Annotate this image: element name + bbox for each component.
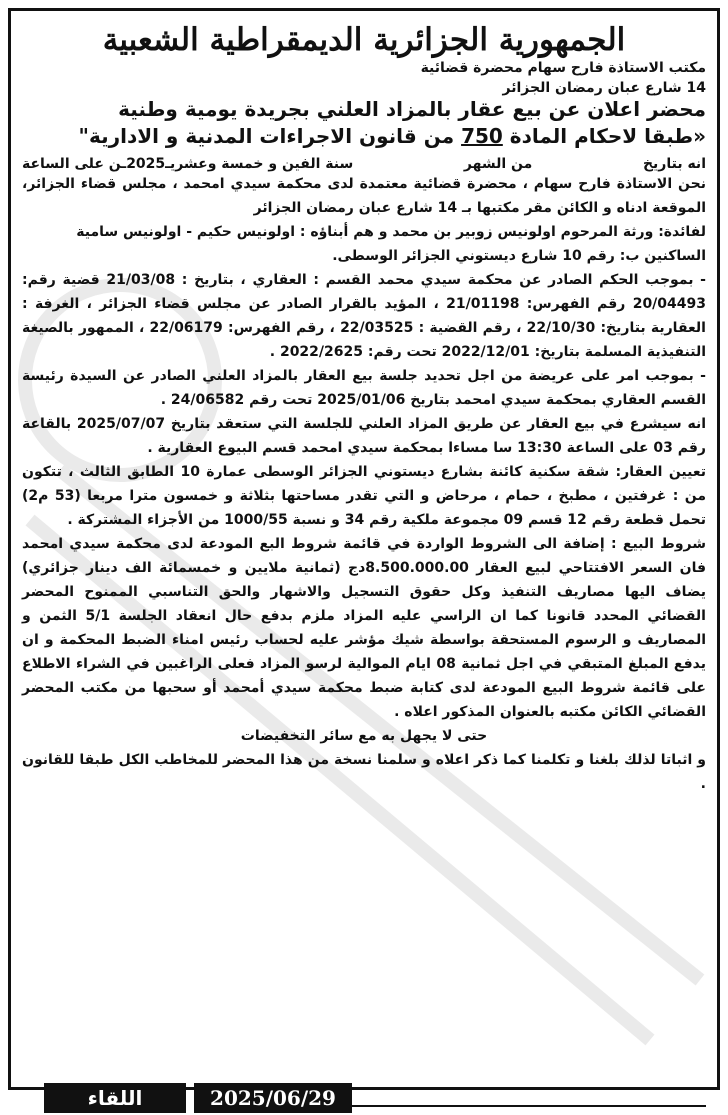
office-name: مكتب الاستاذة فارح سهام محضرة قضائية	[420, 60, 706, 76]
bailiff-paragraph: نحن الاستاذة فارح سهام ، محضرة قضائية معتمدة لدى محكمة سيدي امحمد ، مجلس قضاء الجزائر، الموقعة ادناه و الكائن مقر مكتبها بـ 14 شارع عبان رمضان الجزائر	[22, 176, 706, 216]
date-line-part-3: سنة الفين و خمسة وعشريـ2025ـن على الساعة	[22, 156, 354, 172]
closing-paragraph: و اثباتا لذلك بلغنا و تكلمنا كما ذكر اعلاه و سلمنا نسخة من هذا المحضر للمخاطب الكل طبقا للقانون .	[22, 752, 706, 792]
beneficiaries-paragraph: لفائدة: ورثة المرحوم اولونيس زوبير بن محمد و هم أبناؤه : اولونيس حكيم - اولونيس سامية	[76, 224, 706, 240]
sale-conditions-paragraph: شروط البيع : إضافة الى الشروط الواردة في قائمة شروط البع المودعة لدى محكمة سيدي امحمد فان السعر الافتتاحي لبيع العقار 8.500.000.00دج (ثمانية ملايين و خمسمائة الف دينار جزائري) يضاف اليها مصاريف التنفيذ وكل حقوق التسجيل والاشهار والحق التناسبي الممنوح المحضر القضائي المحدد قانونا كما ان الراسي عليه المزاد ملزم بدفع حال انعقاد الجلسة 5/1 الثمن و المصاريف و الرسوم المستحقة بواسطة شيك مؤشر عليه لحساب رئيس امناء الضبط المحكمة و ان يدفع المبلغ المتبقي في اجل ثمانية 08 ايام الموالية لرسو المزاد فعلى الراغبين في الشراء الاطلاع على قائمة شروط البيع المودعة لدى كتابة ضبط محكمة سيدي أمحمد أو سحبها من مكتب المحضر القضائي الكائن مكتبه بالعنوان المذكور اعلاه .	[22, 536, 706, 720]
property-description-paragraph: تعيين العقار: شقة سكنية كائنة بشارع ديستوني الجزائر الوسطى عمارة 10 الطابق الثالث ، تتكون من : غرفتين ، مطبخ ، حمام ، مرحاض و التي تقدر مساحتها بثلاثة و خمسون مترا مربعا (53 م2) تحمل قطعة رقم 12 قسم 09 مجموعة ملكية رقم 34 و نسبة 1000/55 من الأجزاء المشتركة .	[22, 464, 707, 528]
republic-title: الجمهورية الجزائرية الديمقراطية الشعبية	[102, 22, 626, 58]
footer-bar	[44, 1079, 706, 1113]
heading-line-2-prefix: «طبقا لاحكام المادة	[509, 124, 706, 148]
publication-date: 2025/06/29	[194, 1083, 352, 1113]
office-address: 14 شارع عبان رمضان الجزائر	[502, 80, 706, 96]
heading-line-2-suffix: من قانون الاجراءات المدنية و الادارية"	[78, 124, 455, 148]
closing-center-line: حتى لا يجهل به مع سائر التخفيضات	[240, 728, 488, 744]
footer-rule	[352, 1105, 706, 1107]
newspaper-name: اللقاء	[44, 1083, 186, 1113]
judgment-paragraph: - بموجب الحكم الصادر عن محكمة سيدي محمد القسم : العقاري ، بتاريخ : 21/03/08 قضية رقم: 20/04493 رقم الفهرس: 21/01198 ، المؤيد بالقرار الصادر عن مجلس قضاء الجزائر ، الغرفة : العقارية بتاريخ: 22/10/30 ، رقم القضية : 22/03525 ، رقم الفهرس: 22/06179 ، الممهور بالصيغة التنفيذية المسلمة بتاريخ: 2022/12/01 تحت رقم: 2022/2625 .	[22, 272, 707, 360]
date-line-part-2: من الشهر	[463, 156, 533, 172]
residence-paragraph: الساكنين ب: رقم 10 شارع ديستوني الجزائر الوسطى.	[332, 248, 706, 264]
article-number: 750	[461, 124, 503, 148]
heading-line-1: محضر اعلان عن بيع عقار بالمزاد العلني بجريدة يومية وطنية	[118, 97, 706, 121]
auction-session-paragraph: انه سيشرع في بيع العقار عن طريق المزاد العلني للجلسة التي ستعقد بتاريخ 2025/07/07 بالقاعة رقم 03 على الساعة 13:30 سا مساءا بمحكمة سيدي امحمد قسم البيوع العقارية .	[22, 416, 707, 456]
date-line-part-1: انه بتاريخ	[642, 156, 706, 172]
petition-order-paragraph: - بموجب امر على عريضة من اجل تحديد جلسة بيع العقار بالمزاد العلني الصادر عن السيدة رئيسة القسم العقاري بمحكمة سيدي امحمد بتاريخ 2025/01/06 تحت رقم 24/06582 .	[22, 368, 706, 408]
